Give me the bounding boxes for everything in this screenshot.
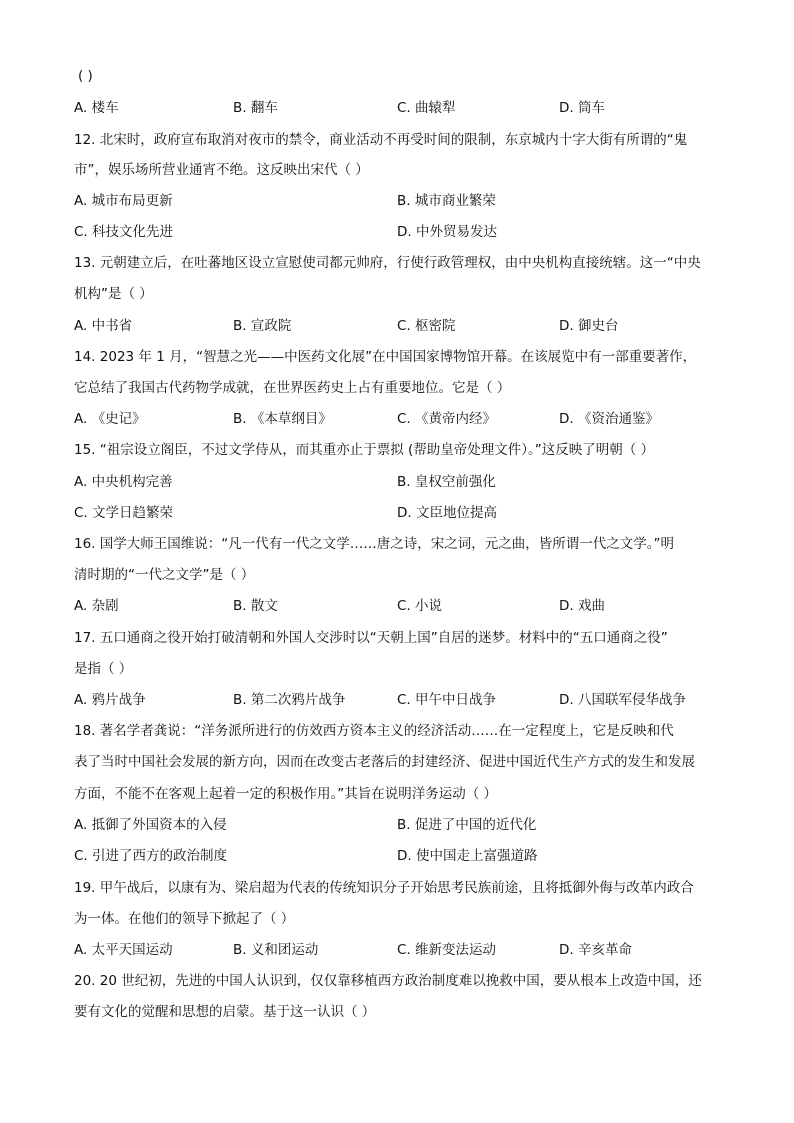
q14-stem-line-2: 它总结了我国古代药物学成就，在世界医药史上占有重要地位。它是（ ） [74,380,511,396]
q11-option-a: A. 楼车 [74,100,119,116]
q14-stem-line-1: 14. 2023 年 1 月，“智慧之光——中医药文化展”在中国国家博物馆开幕。在该展览中有一部重要著作， [74,349,697,365]
q14-option-c: C. 《黄帝内经》 [397,411,497,427]
q15-option-d: D. 文臣地位提高 [397,505,497,521]
q14-option-b: B. 《本草纲目》 [233,411,332,427]
q16-stem-line-1: 16. 国学大师王国维说：“凡一代有一代之文学……唐之诗，宋之词，元之曲，皆所谓一代之文学。”明 [74,536,674,552]
q14-option-a: A. 《史记》 [74,411,146,427]
q13-option-a: A. 中书省 [74,318,133,334]
q20-stem-line-2: 要有文化的觉醒和思想的启蒙。基于这一认识（ ） [74,1004,376,1020]
q11-option-b: B. 翻车 [233,100,278,116]
q12-option-b: B. 城市商业繁荣 [397,193,496,209]
q12-stem-line-1: 12. 北宋时，政府宣布取消对夜市的禁令，商业活动不再受时间的限制，东京城内十字大街有所谓的“鬼 [74,132,688,148]
q18-option-d: D. 使中国走上富强道路 [397,848,538,864]
q17-option-d: D. 八国联军侵华战争 [559,692,686,708]
q14-option-d: D. 《资治通鉴》 [559,411,659,427]
q20-stem-line-1: 20. 20 世纪初，先进的中国人认识到，仅仅靠移植西方政治制度难以挽救中国，要从根本上改造中国，还 [74,973,702,989]
q17-option-a: A. 鸦片战争 [74,692,146,708]
q13-stem-line-2: 机构”是（ ） [74,286,153,302]
q19-stem-line-1: 19. 甲午战后，以康有为、梁启超为代表的传统知识分子开始思考民族前途，且将抵御外侮与改革内政合 [74,880,694,896]
q18-option-a: A. 抵御了外国资本的入侵 [74,817,227,833]
q11-option-d: D. 筒车 [559,100,605,116]
q12-option-c: C. 科技文化先进 [74,224,174,240]
q18-stem-line-2: 表了当时中国社会发展的新方向，因而在改变古老落后的封建经济、促进中国近代生产方式的发生和发展 [74,754,695,770]
q16-stem-line-2: 清时期的“一代之文学”是（ ） [74,567,255,583]
q15-option-a: A. 中央机构完善 [74,474,173,490]
q19-option-b: B. 义和团运动 [233,942,319,958]
q19-stem-line-2: 为一体。在他们的领导下掀起了（ ） [74,911,295,927]
q12-option-a: A. 城市布局更新 [74,193,173,209]
q12-option-d: D. 中外贸易发达 [397,224,497,240]
q16-option-b: B. 散文 [233,598,278,614]
q19-option-d: D. 辛亥革命 [559,942,632,958]
q17-stem-line-2: 是指（ ） [74,661,133,677]
q13-option-b: B. 宣政院 [233,318,292,334]
q16-option-c: C. 小说 [397,598,443,614]
q15-option-c: C. 文学日趋繁荣 [74,505,174,521]
q16-option-d: D. 戏曲 [559,598,605,614]
q11-answer-bracket: ( ) [78,68,93,84]
q15-option-b: B. 皇权空前强化 [397,474,496,490]
q16-option-a: A. 杂剧 [74,598,119,614]
q17-option-c: C. 甲午中日战争 [397,692,497,708]
q18-stem-line-1: 18. 著名学者龚说：“洋务派所进行的仿效西方资本主义的经济活动……在一定程度上，它是反映和代 [74,723,674,739]
q19-option-a: A. 太平天国运动 [74,942,173,958]
q17-stem-line-1: 17. 五口通商之役开始打破清朝和外国人交涉时以“天朝上国”自居的迷梦。材料中的“五口通商之役” [74,630,668,646]
q11-option-c: C. 曲辕犁 [397,100,456,116]
q19-option-c: C. 维新变法运动 [397,942,497,958]
q18-stem-line-3: 方面，不能不在客观上起着一定的积极作用。”其旨在说明洋务运动（ ） [74,786,498,802]
q13-option-d: D. 御史台 [559,318,619,334]
q18-option-b: B. 促进了中国的近代化 [397,817,537,833]
q17-option-b: B. 第二次鸦片战争 [233,692,346,708]
q13-option-c: C. 枢密院 [397,318,456,334]
q12-stem-line-2: 市”，娱乐场所营业通宵不绝。这反映出宋代（ ） [74,162,369,178]
q13-stem-line-1: 13. 元朝建立后，在吐蕃地区设立宣慰使司都元帅府，行使行政管理权，由中央机构直接统辖。这一“中央 [74,255,701,271]
q15-stem-line-1: 15. “祖宗设立阁臣，不过文学侍从，而其重亦止于票拟 (帮助皇帝处理文件）。”这反映了明朝（ ） [74,442,655,458]
q18-option-c: C. 引进了西方的政治制度 [74,848,228,864]
